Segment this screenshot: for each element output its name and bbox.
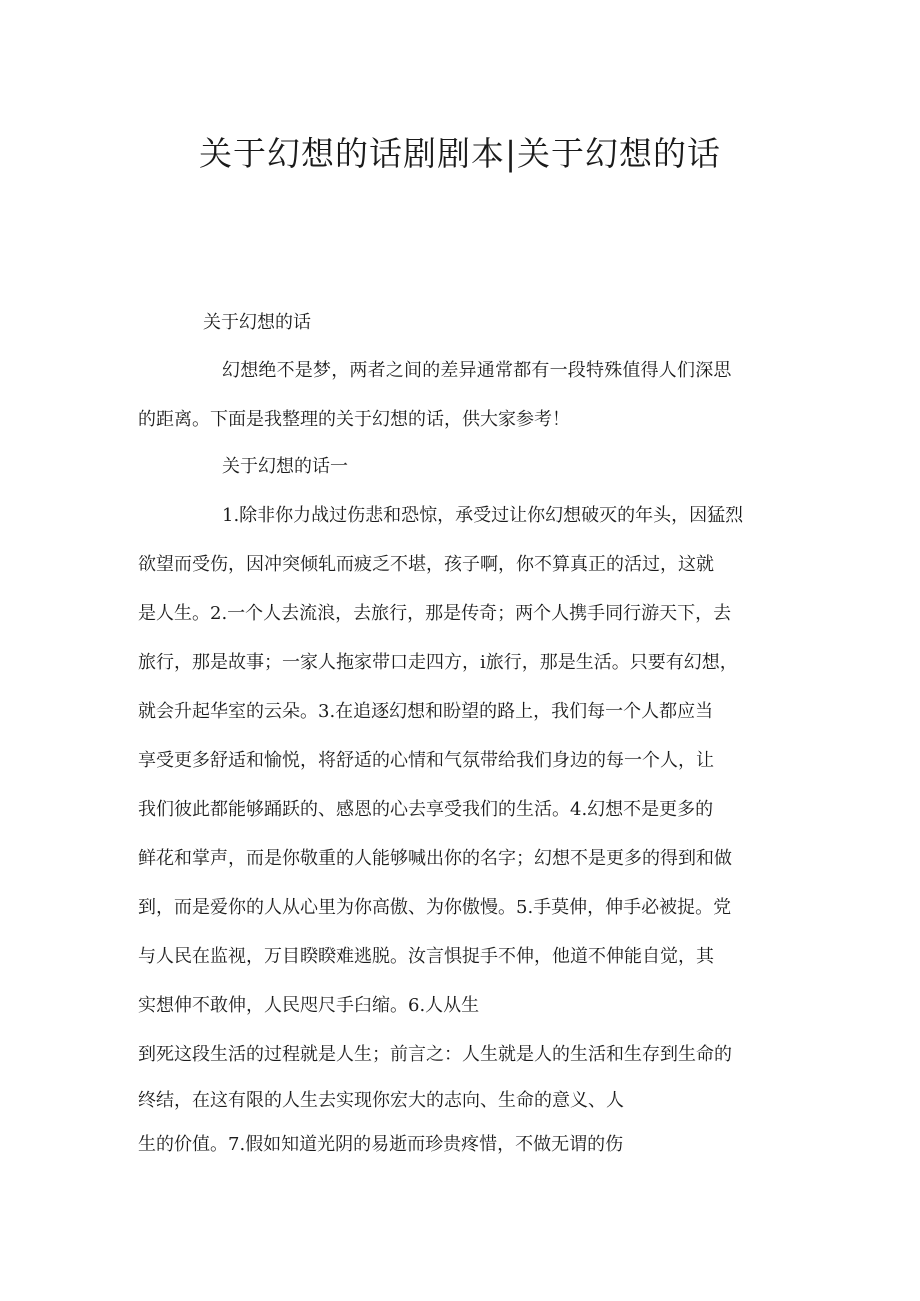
intro-line: 的距离。下面是我整理的关于幻想的话，供大家参考！ (138, 409, 570, 430)
document-title: 关于幻想的话剧剧本|关于幻想的话 (198, 134, 722, 173)
body-line: 与人民在监视，万目睽睽难逃脱。汝言惧捉手不伸，他道不伸能自觉，其 (138, 946, 714, 967)
body-line: 到死这段生活的过程就是人生；前言之：人生就是人的生活和生存到生命的 (138, 1044, 732, 1065)
body-line: 欲望而受伤，因冲突倾轧而疲乏不堪，孩子啊，你不算真正的活过，这就 (138, 554, 714, 575)
body-paragraph (138, 491, 786, 1167)
article-heading: 关于幻想的话 (203, 312, 311, 333)
body-line: 生的价值。7.假如知道光阴的易逝而珍贵疼惜，不做无谓的伤 (138, 1134, 624, 1155)
body-line: 我们彼此都能够踊跃的、感恩的心去享受我们的生活。4.幻想不是更多的 (138, 799, 714, 820)
body-line: 是人生。2.一个人去流浪，去旅行，那是传奇；两个人携手同行游天下，去 (138, 603, 732, 624)
body-line: 实想伸不敢伸，人民咫尺手臼缩。6.人从生 (138, 995, 480, 1016)
body-line: 到，而是爱你的人从心里为你高傲、为你傲慢。5.手莫伸，伸手必被捉。党 (138, 897, 732, 918)
body-line: 旅行，那是故事；一家人拖家带口走四方，i旅行，那是生活。只要有幻想， (138, 652, 738, 673)
body-line: 鲜花和掌声，而是你敬重的人能够喊出你的名字；幻想不是更多的得到和做 (138, 848, 732, 869)
section-heading: 关于幻想的话一 (222, 456, 348, 477)
body-line: 就会升起华室的云朵。3.在追逐幻想和盼望的路上，我们每一个人都应当 (138, 701, 714, 722)
intro-line: 幻想绝不是梦，两者之间的差异通常都有一段特殊值得人们深思 (222, 360, 732, 381)
body-line: 享受更多舒适和愉悦，将舒适的心情和气氛带给我们身边的每一个人，让 (138, 750, 714, 771)
body-line: 终结，在这有限的人生去实现你宏大的志向、生命的意义、人 (138, 1090, 624, 1111)
intro-paragraph (138, 346, 786, 444)
body-line: 1.除非你力战过伤悲和恐惊，承受过让你幻想破灭的年头，因猛烈 (222, 505, 744, 526)
